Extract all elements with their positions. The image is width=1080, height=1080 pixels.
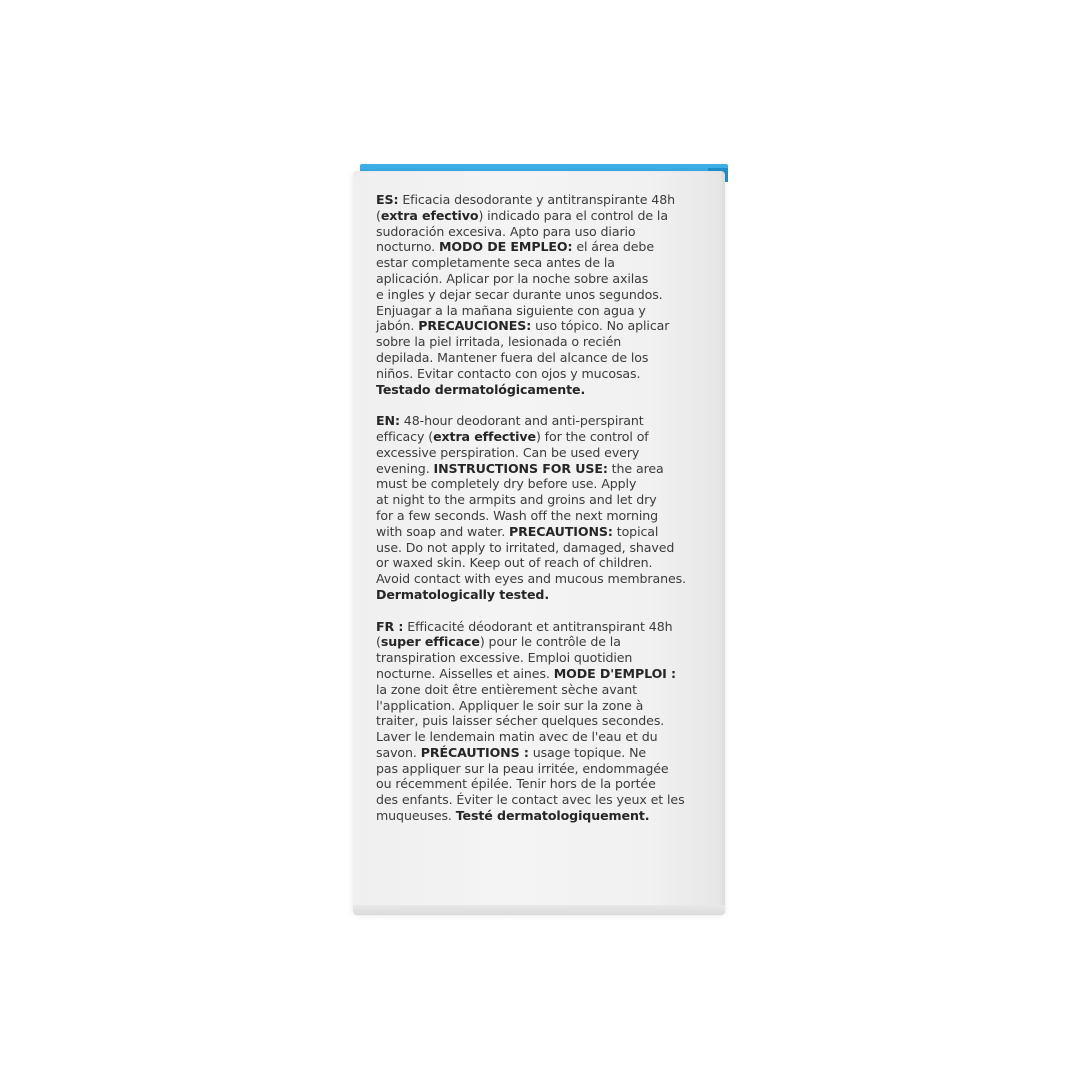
label-line — [376, 303, 712, 319]
paragraph-fr — [376, 619, 712, 824]
label-line — [376, 729, 712, 745]
label-text-segment: with soap and water. — [376, 523, 510, 539]
label-bold-text: PRECAUTIONS: — [509, 523, 613, 539]
label-line — [376, 508, 712, 524]
box-bottom-edge — [353, 905, 725, 915]
label-text-segment: 48-hour deodorant and anti-perspirant — [399, 413, 644, 429]
label-text-segment: at night to the armpits and groins and let dry — [376, 492, 657, 508]
label-line — [376, 271, 712, 287]
label-bold-text: MODO DE EMPLEO: — [438, 239, 573, 255]
label-line — [376, 745, 712, 761]
label-text-segment: Enjuagar a la mañana siguiente con agua y — [376, 302, 646, 318]
label-text-segment: for a few seconds. Wash off the next morning — [376, 507, 659, 523]
label-text-segment: savon. — [376, 744, 421, 760]
label-text-segment: muqueuses. — [376, 808, 456, 824]
label-line — [376, 429, 712, 445]
label-bold-text: extra effective — [433, 428, 536, 444]
label-line — [376, 287, 712, 303]
label-line — [376, 208, 712, 224]
label-text — [376, 192, 712, 824]
label-text-segment: depilada. Mantener fuera del alcance de los — [376, 349, 649, 365]
label-line — [376, 792, 712, 808]
label-text-segment: Eficacia desodorante y antitranspirante 48h — [398, 192, 676, 207]
label-bold-text: MODE D'EMPLOI : — [553, 665, 676, 681]
label-bold-text: FR : — [376, 618, 404, 634]
label-bold-text: INSTRUCTIONS FOR USE: — [433, 460, 608, 476]
label-line — [376, 698, 712, 714]
label-text-segment: ) pour le contrôle de la — [479, 634, 621, 650]
label-text-segment: pas appliquer sur la peau irritée, endommagée — [376, 760, 669, 776]
label-line — [376, 255, 712, 271]
label-line — [376, 192, 712, 208]
label-line — [376, 713, 712, 729]
label-text-segment: ) for the control of — [535, 428, 649, 444]
label-text-segment: Laver le lendemain matin avec de l'eau et du — [376, 729, 658, 745]
label-text-segment: e ingles y dejar secar durante unos segundos. — [376, 286, 663, 302]
label-line — [376, 761, 712, 777]
label-text-segment: jabón. — [376, 318, 419, 334]
label-text-segment: Efficacité déodorant et antitranspirant 48h — [403, 618, 673, 634]
label-text-segment: evening. — [376, 460, 434, 476]
label-bold-text: Testado dermatológicamente. — [376, 381, 586, 397]
label-bold-text: Dermatologically tested. — [376, 586, 550, 602]
label-text-segment: l'application. Appliquer le soir sur la zone à — [376, 697, 644, 713]
paragraph-es — [376, 192, 712, 397]
label-text-segment: sobre la piel irritada, lesionada o recién — [376, 334, 622, 350]
label-text-segment: the area — [607, 460, 664, 476]
label-bold-text: EN: — [376, 413, 400, 429]
label-text-segment: estar completamente seca antes de la — [376, 255, 615, 271]
label-bold-text: super efficace — [380, 634, 480, 650]
label-text-segment: or waxed skin. Keep out of reach of children. — [376, 555, 653, 571]
label-line — [376, 366, 712, 382]
label-line — [376, 634, 712, 650]
label-line — [376, 682, 712, 698]
label-line — [376, 524, 712, 540]
label-text-segment: use. Do not apply to irritated, damaged, shaved — [376, 539, 675, 555]
label-text-segment: traiter, puis laisser sécher quelques secondes. — [376, 713, 665, 729]
label-line — [376, 318, 712, 334]
label-text-segment: usage topique. Ne — [528, 744, 647, 760]
label-text-segment: transpiration excessive. Emploi quotidien — [376, 650, 633, 666]
label-line — [376, 445, 712, 461]
label-line — [376, 650, 712, 666]
label-text-segment: efficacy ( — [376, 428, 434, 444]
label-text-segment: nocturne. Aisselles et aines. — [376, 665, 554, 681]
label-text-segment: Avoid contact with eyes and mucous membranes. — [376, 571, 686, 587]
label-text-segment: niños. Evitar contacto con ojos y mucosas. — [376, 365, 641, 381]
label-text-segment: uso tópico. No aplicar — [531, 318, 670, 334]
label-line — [376, 555, 712, 571]
label-line — [376, 350, 712, 366]
label-line — [376, 476, 712, 492]
label-bold-text: extra efectivo — [380, 207, 479, 223]
paragraph-gap — [376, 397, 712, 413]
label-text-segment: la zone doit être entièrement sèche avant — [376, 681, 637, 697]
label-line — [376, 587, 712, 603]
label-line — [376, 666, 712, 682]
label-text-segment: sudoración excesiva. Apto para uso diario — [376, 223, 636, 239]
paragraph-gap — [376, 603, 712, 619]
label-line — [376, 382, 712, 398]
label-line — [376, 461, 712, 477]
label-bold-text: ES: — [376, 192, 399, 207]
label-text-segment: nocturno. — [376, 239, 439, 255]
label-bold-text: PRÉCAUTIONS : — [420, 744, 529, 760]
label-text-segment: el área debe — [572, 239, 654, 255]
label-line — [376, 540, 712, 556]
label-text-segment: des enfants. Éviter le contact avec les yeux et les — [376, 792, 685, 808]
label-line — [376, 776, 712, 792]
label-text-segment: must be completely dry before use. Apply — [376, 476, 637, 492]
label-text-segment: topical — [612, 523, 659, 539]
label-text-segment: aplicación. Aplicar por la noche sobre axilas — [376, 270, 649, 286]
label-line — [376, 239, 712, 255]
label-line — [376, 334, 712, 350]
label-text-segment: ) indicado para el control de la — [478, 207, 668, 223]
label-bold-text: Testé dermatologiquement. — [455, 808, 650, 824]
paragraph-en — [376, 413, 712, 603]
label-line — [376, 413, 712, 429]
label-line — [376, 808, 712, 824]
label-bold-text: PRECAUCIONES: — [418, 318, 532, 334]
label-text-segment: ou récemment épilée. Tenir hors de la portée — [376, 776, 656, 792]
label-text-segment: ( — [376, 634, 381, 650]
label-line — [376, 619, 712, 635]
label-line — [376, 224, 712, 240]
label-line — [376, 492, 712, 508]
label-line — [376, 571, 712, 587]
label-text-segment: excessive perspiration. Can be used every — [376, 444, 640, 460]
label-text-segment: ( — [376, 207, 381, 223]
